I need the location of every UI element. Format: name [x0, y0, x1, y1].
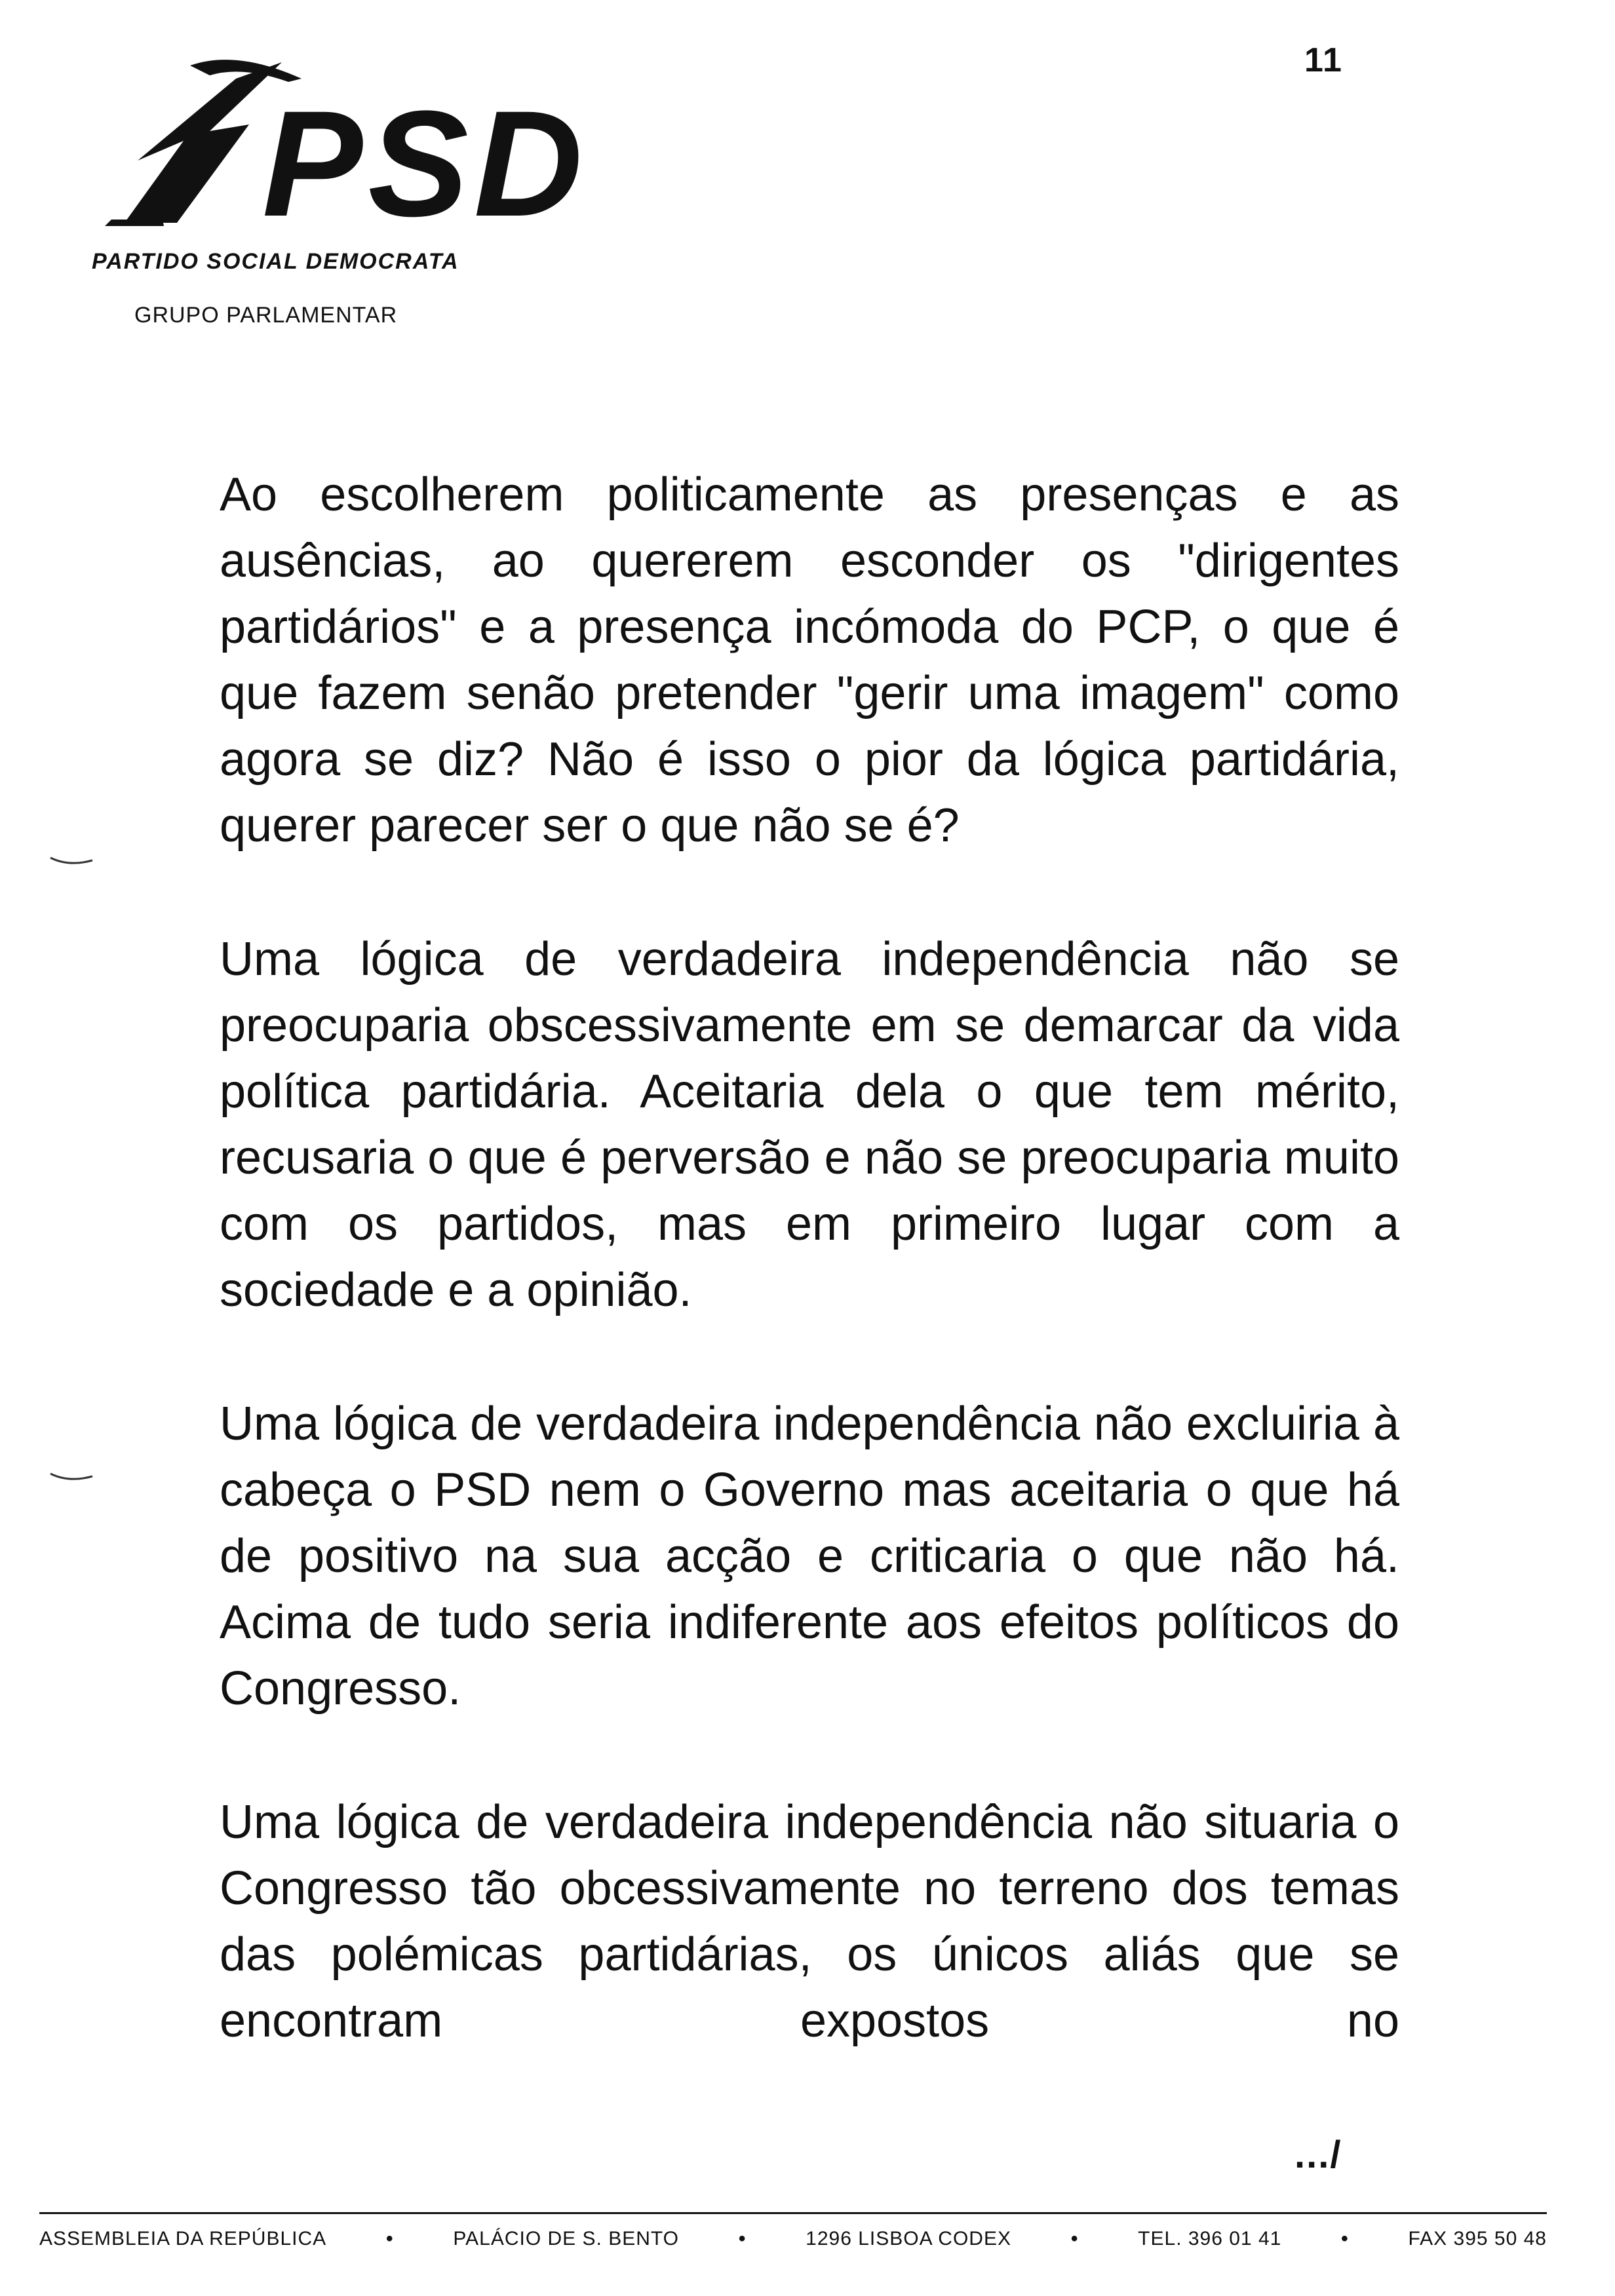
footer-separator: •: [1341, 2228, 1349, 2249]
footer-separator: •: [738, 2228, 747, 2249]
margin-tick-mark-1: [49, 855, 95, 868]
parliamentary-group: GRUPO PARLAMENTAR: [134, 303, 398, 328]
footer-address: [39, 2228, 1547, 2250]
footer-building: PALÁCIO DE S. BENTO: [453, 2228, 679, 2249]
page-number: 11: [1304, 41, 1343, 79]
logo-wordmark: PSD: [262, 79, 588, 248]
paragraph-3: Uma lógica de verdadeira independência não excluiria à cabeça o PSD nem o Governo mas aceitaria o que há de positivo na sua acção e criticaria o que não há. Acima de tudo seria indiferente aos efeitos políticos do Congresso.: [220, 1398, 1399, 1715]
footer-divider: [39, 2212, 1547, 2214]
psd-logo: [85, 52, 588, 275]
footer-telephone: TEL. 396 01 41: [1138, 2228, 1282, 2249]
footer-city: 1296 LISBOA CODEX: [806, 2228, 1011, 2249]
footer-separator: •: [1070, 2228, 1079, 2249]
footer-institution: ASSEMBLEIA DA REPÚBLICA: [39, 2228, 327, 2249]
footer-fax: FAX 395 50 48: [1408, 2228, 1547, 2249]
continuation-mark: .../: [1294, 2133, 1342, 2176]
paragraph-1: Ao escolherem politicamente as presenças e as ausências, ao quererem esconder os "dirigentes partidários" e a presença incómoda do PCP, o que é que fazem senão pretender "gerir uma imagem" como agora se diz? Não é isso o pior da lógica partidária, querer parecer ser o que não se é?: [220, 469, 1399, 852]
party-name: PARTIDO SOCIAL DEMOCRATA: [92, 249, 459, 274]
paragraph-4: Uma lógica de verdadeira independência não situaria o Congresso tão obcessivamente no terreno dos temas das polémicas partidárias, os únicos aliás que se encontram expostos no: [220, 1796, 1399, 2047]
paragraph-2: Uma lógica de verdadeira independência não se preocuparia obscessivamente em se demarcar da vida política partidária. Aceitaria dela o que tem mérito, recusaria o que é perversão e não se preocuparia muito com os partidos, mas em primeiro lugar com a sociedade e a opinião.: [220, 933, 1399, 1316]
margin-tick-mark-2: [49, 1471, 95, 1484]
letter-body: [220, 462, 1399, 2054]
footer-separator: •: [386, 2228, 394, 2249]
